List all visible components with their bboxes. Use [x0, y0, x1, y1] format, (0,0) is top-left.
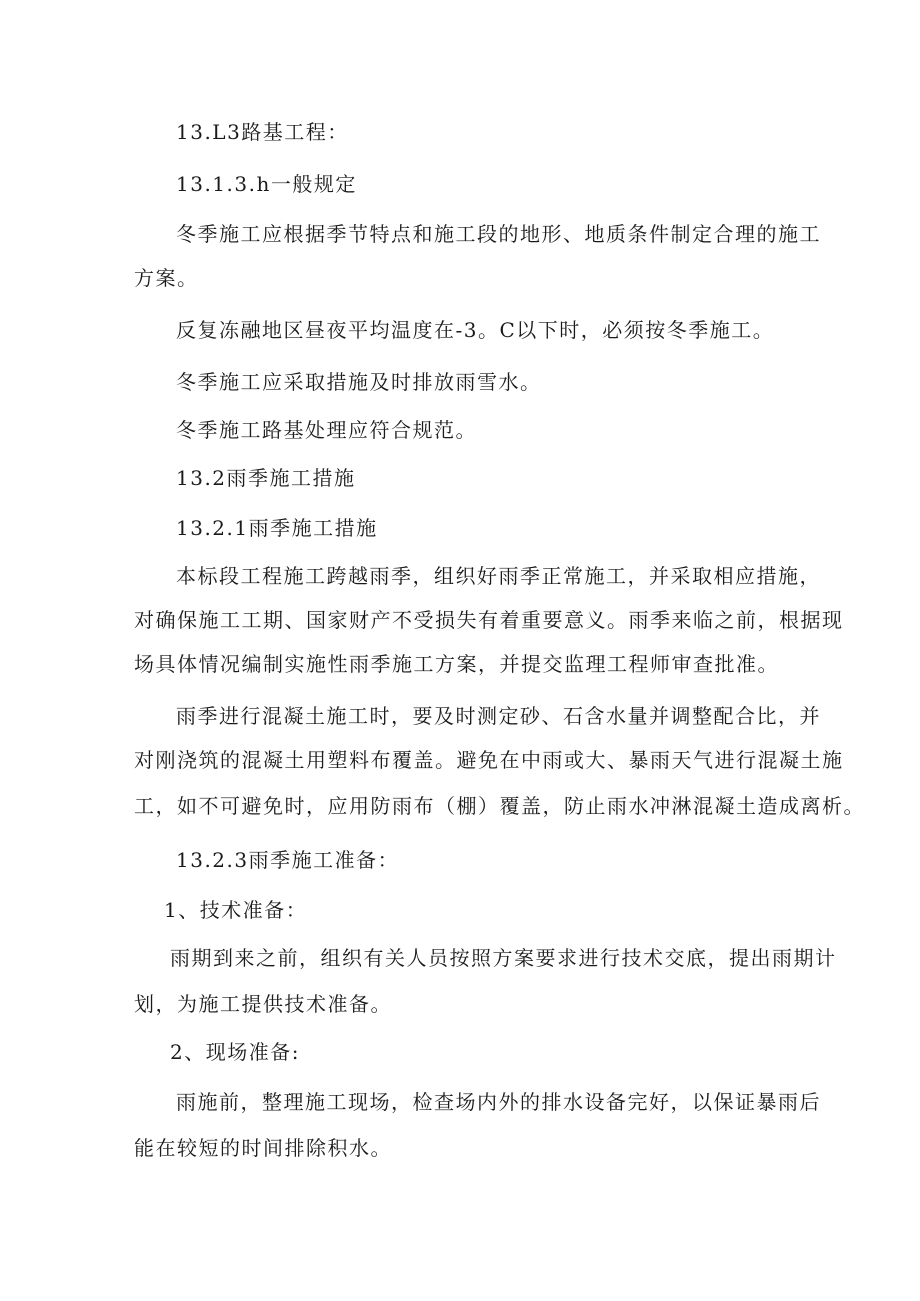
paragraph-drainage: 冬季施工应采取措施及时排放雨雪水。 — [176, 370, 542, 394]
item-technical-line-1: 雨期到来之前，组织有关人员按照方案要求进行技术交底，提出雨期计 — [170, 946, 837, 970]
paragraph-winter-plan-line-1: 冬季施工应根据季节特点和施工段的地形、地质条件制定合理的施工 — [176, 222, 821, 246]
paragraph-rainy-intro-line-3: 场具体情况编制实施性雨季施工方案，并提交监理工程师审查批准。 — [134, 652, 779, 676]
item-site-line-1: 雨施前，整理施工现场，检查场内外的排水设备完好，以保证暴雨后 — [176, 1090, 821, 1114]
paragraph-concrete-line-2: 对刚浇筑的混凝土用塑料布覆盖。避免在中雨或大、暴雨天气进行混凝土施 — [134, 748, 844, 772]
section-heading-rainy-season: 13.2雨季施工措施 — [176, 466, 356, 490]
paragraph-subgrade: 冬季施工路基处理应符合规范。 — [176, 418, 477, 442]
item-site-title: 2、现场准备: — [170, 1040, 300, 1064]
item-site-line-2: 能在较短的时间排除积水。 — [134, 1136, 392, 1160]
section-heading-rainy-preparation: 13.2.3雨季施工准备： — [176, 848, 400, 872]
paragraph-winter-plan-line-2: 方案。 — [134, 266, 199, 290]
item-technical-line-2: 划，为施工提供技术准备。 — [134, 992, 392, 1016]
section-heading-rainy-measures: 13.2.1雨季施工措施 — [176, 516, 378, 540]
paragraph-concrete-line-1: 雨季进行混凝土施工时，要及时测定砂、石含水量并调整配合比，并 — [176, 704, 821, 728]
section-heading-13-1-3: 13.L3路基工程： — [176, 120, 349, 144]
paragraph-rainy-intro-line-2: 对确保施工工期、国家财产不受损失有着重要意义。雨季来临之前，根据现 — [134, 608, 844, 632]
section-heading-general-rules: 13.1.3.h一般规定 — [176, 172, 357, 196]
item-technical-title: 1、技术准备： — [164, 898, 308, 922]
paragraph-freeze-thaw: 反复冻融地区昼夜平均温度在-3。C以下时，必须按冬季施工。 — [176, 318, 775, 342]
paragraph-rainy-intro-line-1: 本标段工程施工跨越雨季，组织好雨季正常施工，并采取相应措施， — [176, 564, 821, 588]
paragraph-concrete-line-3: 工，如不可避免时，应用防雨布（棚）覆盖，防止雨水冲淋混凝土造成离析。 — [134, 794, 865, 818]
